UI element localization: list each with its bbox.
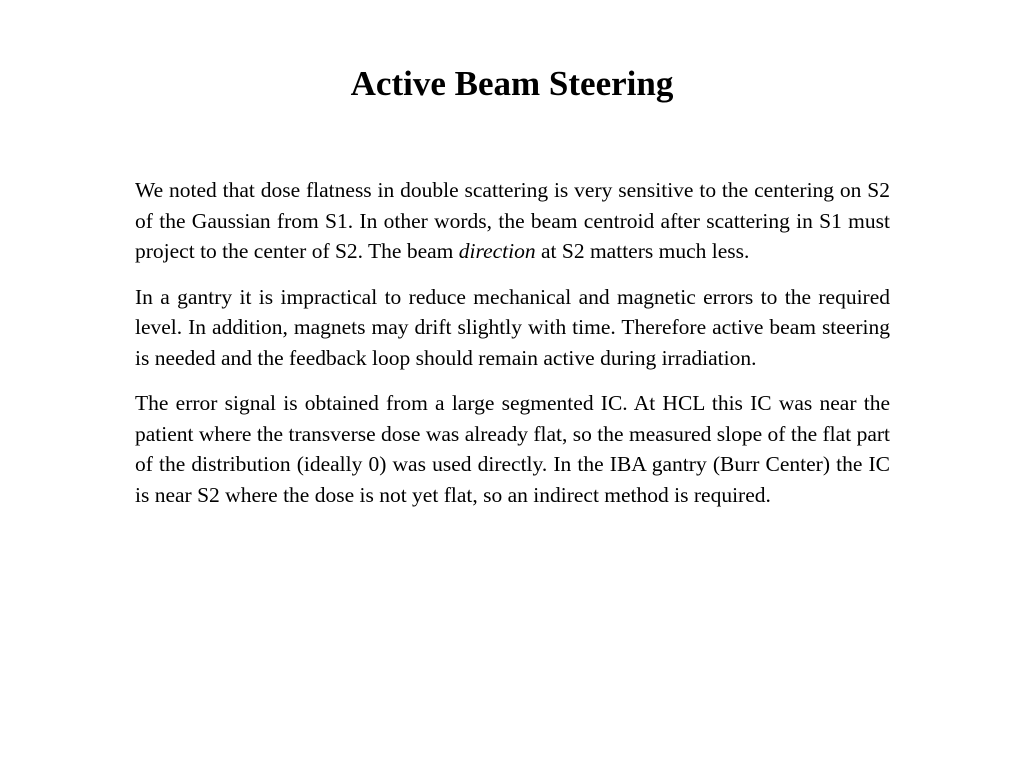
paragraph-1-emphasis: direction — [458, 239, 536, 263]
paragraph-1-text-end: at S2 matters much less. — [535, 239, 750, 263]
slide-title: Active Beam Steering — [350, 64, 674, 103]
paragraph-1 — [135, 175, 890, 267]
paragraph-3: The error signal is obtained from a large segmented IC. At HCL this IC was near the patient where the transverse dose was already flat, so the measured slope of the flat part of the distribution (ideally 0) was used directly. In the IBA gantry (Burr Center) the IC is near S2 where the dose is not yet flat, so an indirect method is required. — [135, 391, 890, 507]
paragraph-2: In a gantry it is impractical to reduce mechanical and magnetic errors to the required level. In addition, magnets may drift slightly with time. Therefore active beam steering is needed and the feedback loop should remain active during irradiation. — [135, 284, 890, 370]
paragraph-1-text-start: We noted that dose flatness in double scattering is very sensitive to the centering on S2 of the Gaussian from S1. In other words, the beam centroid after scattering in S1 must project to the center of S2. The beam — [135, 178, 890, 263]
slide-body — [135, 175, 890, 525]
